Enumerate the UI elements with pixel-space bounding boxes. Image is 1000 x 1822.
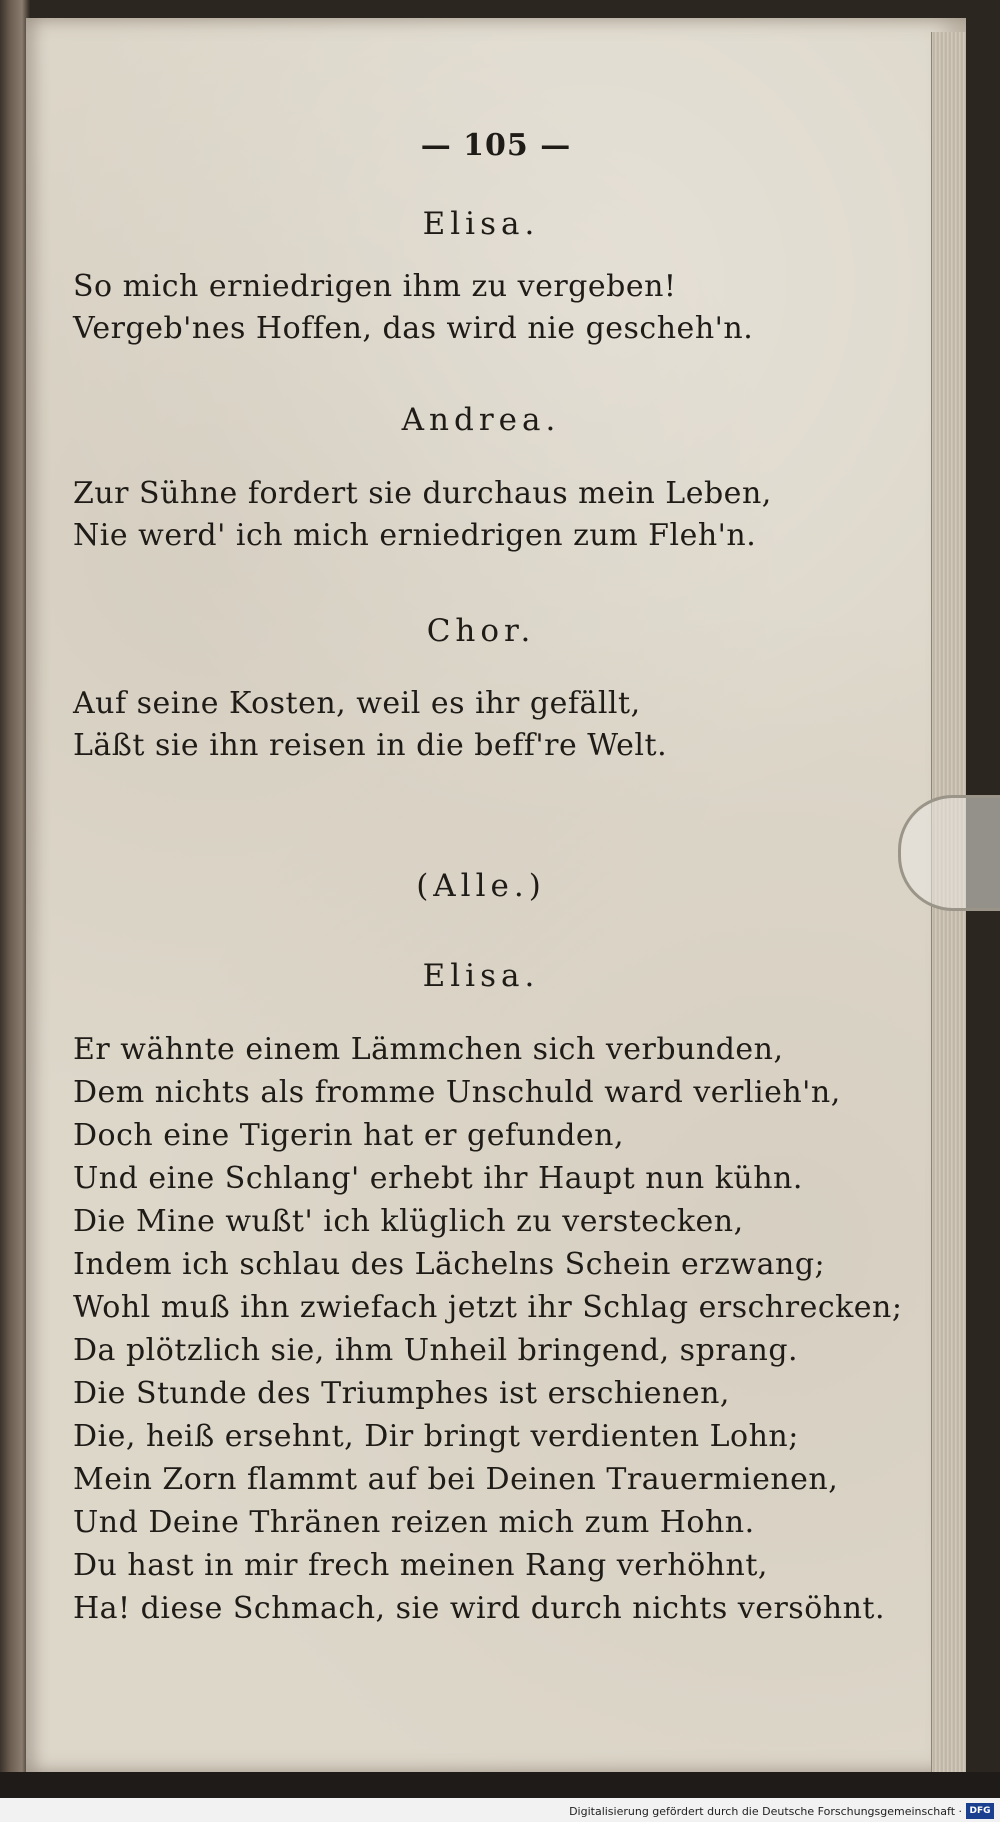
verse-line: Vergeb'nes Hoffen, das wird nie gescheh'n.: [73, 311, 754, 346]
verse-line: Indem ich schlau des Lächelns Schein erzwang;: [73, 1247, 826, 1282]
verse-line: Wohl muß ihn zwiefach jetzt ihr Schlag erschrecken;: [73, 1290, 903, 1325]
verse-line: So mich erniedrigen ihm zu vergeben!: [73, 269, 677, 304]
verse-line: Läßt sie ihn reisen in die beff're Welt.: [73, 728, 668, 763]
verse-line: Die, heiß ersehnt, Dir bringt verdienten Lohn;: [73, 1419, 799, 1454]
footer-credit: Digitalisierung gefördert durch die Deutsche Forschungsgemeinschaft ·: [569, 1805, 962, 1818]
verse-line: Auf seine Kosten, weil es ihr gefällt,: [73, 686, 641, 721]
verse-line: Du hast in mir frech meinen Rang verhöhnt,: [73, 1548, 768, 1583]
verse-line: Nie werd' ich mich erniedrigen zum Fleh'n.: [73, 518, 757, 553]
bookmark-clip: [898, 795, 1000, 911]
paper-page: [26, 18, 966, 1773]
page-number: — 105 —: [420, 128, 572, 163]
verse-line: Und Deine Thränen reizen mich zum Hohn.: [73, 1505, 755, 1540]
verse-block: [73, 473, 772, 557]
verse-line: Ha! diese Schmach, sie wird durch nichts versöhnt.: [73, 1591, 886, 1626]
verse-block: [73, 1028, 902, 1630]
speaker-heading: Elisa.: [422, 958, 540, 994]
verse-block: [73, 683, 667, 767]
verse-line: Er wähnte einem Lämmchen sich verbunden,: [73, 1032, 784, 1067]
page-text: [26, 18, 966, 1773]
speaker-heading: Andrea.: [401, 402, 561, 438]
verse-line: Die Mine wußt' ich klüglich zu verstecken,: [73, 1204, 744, 1239]
verse-line: Da plötzlich sie, ihm Unheil bringend, sprang.: [73, 1333, 799, 1368]
dfg-logo: DFG: [966, 1803, 994, 1819]
speaker-heading: Elisa.: [422, 206, 540, 242]
verse-line: Die Stunde des Triumphes ist erschienen,: [73, 1376, 730, 1411]
speaker-heading: Chor.: [426, 613, 536, 649]
footer-strip: [0, 1798, 1000, 1822]
verse-line: Und eine Schlang' erhebt ihr Haupt nun kühn.: [73, 1161, 803, 1196]
verse-line: Mein Zorn flammt auf bei Deinen Trauermienen,: [73, 1462, 839, 1497]
verse-line: Dem nichts als fromme Unschuld ward verlieh'n,: [73, 1075, 841, 1110]
verse-line: Zur Sühne fordert sie durchaus mein Leben,: [73, 476, 772, 511]
stage-direction: (Alle.): [416, 868, 546, 904]
verse-line: Doch eine Tigerin hat er gefunden,: [73, 1118, 625, 1153]
verse-block: [73, 266, 753, 350]
